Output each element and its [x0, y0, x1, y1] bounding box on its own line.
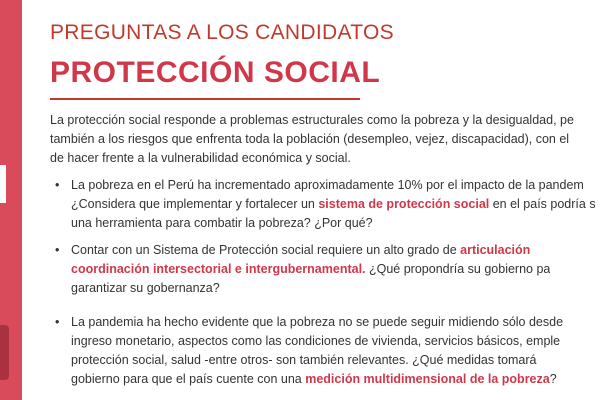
highlight-intersectoral-coordination: coordinación intersectorial e intergubernamental.	[71, 262, 366, 276]
question-line	[71, 260, 550, 279]
intro-line: La protección social responde a problemas estructurales como la pobreza y la desigualdad, pe	[50, 113, 574, 127]
intro-line: también a los riesgos que enfrenta toda la población (desempleo, vejez, discapacidad), con el	[50, 132, 570, 146]
left-bar-decoration	[0, 325, 9, 380]
question-line: La pandemia ha hecho evidente que la pobreza no se puede seguir midiendo sólo desde	[71, 315, 564, 329]
title-underline	[50, 98, 360, 100]
bullet-icon: •	[55, 178, 60, 192]
question-line: protección social, salud -entre otros- son también relevantes. ¿Qué medidas tomará	[71, 353, 537, 367]
question-line: ingreso monetario, aspectos como las condiciones de vivienda, servicios básicos, emple	[71, 334, 561, 348]
question-line: una herramienta para combatir la pobreza? ¿Por qué?	[71, 216, 373, 230]
highlight-articulation: articulación	[460, 243, 531, 257]
intro-paragraph	[50, 111, 600, 168]
question-item-poverty	[55, 176, 596, 233]
highlight-multidimensional-poverty: medición multidimensional de la pobreza	[305, 372, 550, 386]
bullet-icon: •	[55, 243, 60, 257]
question-item-governance	[55, 241, 550, 298]
question-text: ¿Considera que implementar y fortalecer un	[71, 197, 319, 211]
highlight-social-protection-system: sistema de protección social	[318, 197, 490, 211]
question-line	[71, 195, 596, 214]
question-line	[71, 370, 563, 389]
question-text: gobierno para que el país cuente con una	[71, 372, 306, 386]
question-item-measurement	[55, 313, 563, 389]
question-text: en el país podría s	[489, 197, 596, 211]
question-line	[71, 241, 550, 260]
left-bar-notch	[0, 165, 6, 203]
question-text: ¿Qué propondría su gobierno pa	[365, 262, 551, 276]
question-text: Contar con un Sistema de Protección social requiere un alto grado de	[71, 243, 461, 257]
question-text: ?	[549, 372, 557, 386]
question-line: La pobreza en el Perú ha incrementado aproximadamente 10% por el impacto de la pandem	[71, 178, 584, 192]
page-title: PROTECCIÓN SOCIAL	[50, 56, 381, 89]
intro-line: de hacer frente a la vulnerabilidad económica y social.	[50, 151, 351, 165]
bullet-icon: •	[55, 315, 60, 329]
question-line: garantizar su gobernanza?	[71, 281, 220, 295]
page-kicker: PREGUNTAS A LOS CANDIDATOS	[50, 21, 394, 44]
